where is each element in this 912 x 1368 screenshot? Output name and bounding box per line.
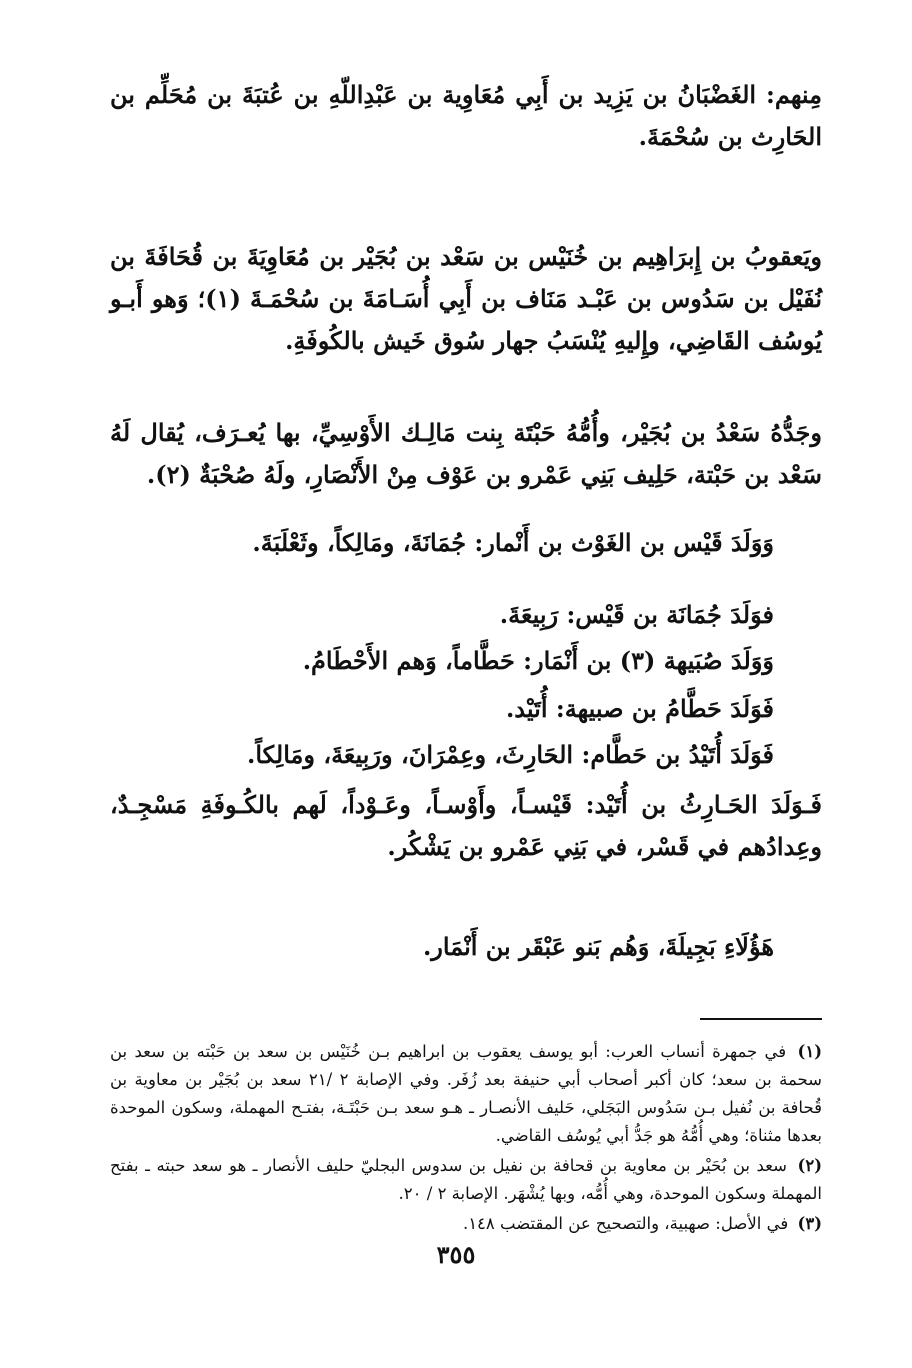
book-page bbox=[110, 60, 822, 1320]
footnote-text: في جمهرة أنساب العرب: أبو يوسف يعقوب بن ابراهيم بـن خُنَيْس بن سعد بن حَبْته بن سعد بن سحمة بن سعد؛ كان أكبر أصحاب أبي حنيفة بعد زُفَر. وفي الإصابة ٢ /٢١ سعد بن بُجَيْر بن معاوية بن قُحافة بن نُفيل بـن سَدُوس البَجَلي، حَليف الأنصـار ـ هـو سعد بـن حَبْتَـة، بفتـح المهملة، وسكون الموحدة بعدها مثناة؛ وهي أُمُّهُ هو جَدُّ أبي يُوسُف القاضي. bbox=[110, 1042, 823, 1145]
line-jumana-children: فوَلَدَ جُمَانَة بن قَيْس: رَبِيعَةَ. bbox=[499, 600, 774, 629]
paragraph-saad: وجَدُّهُ سَعْدُ بن بُجَيْر، وأُمُّهُ حَبْتَة بِنت مَالِـك الأَوْسِيِّ، بها يُعـرَف، يُقال لَهُ سَعْد بن حَبْتة، حَلِيف بَنِي عَمْرو بن عَوْف مِنْ الأَنْصَارِ، ولَهُ صُحْبَةٌ (٢). bbox=[110, 418, 822, 489]
line-qays-children: وَوَلَدَ قَيْس بن الغَوْث بن أَنْمار: جُمَانَةَ، ومَالِكاً، وثَعْلَبَةَ. bbox=[252, 528, 774, 557]
line-hattam-children: فَوَلَدَ حَطَّامُ بن صبيهة: أُتَيْد. bbox=[505, 694, 774, 723]
footnote-number: (١) bbox=[797, 1042, 822, 1061]
footnote-separator bbox=[700, 1018, 822, 1020]
footnote-text: في الأصل: صهبية، والتصحيح عن المقتضب ١٤٨. bbox=[462, 1214, 789, 1233]
footnote-number: (٣) bbox=[797, 1214, 822, 1233]
line-bajila: هَؤُلَاءِ بَجِيلَةَ، وَهُم بَنو عَبْقَر بن أَنْمَار. bbox=[422, 932, 774, 961]
paragraph-ghadban: مِنهم: الغَضْبَانُ بن يَزِيد بن أَبِي مُعَاوِية بن عَبْدِاللّهِ بن عُتبَةَ بن مُحَلِّم بن الحَارِث بن سُحْمَةَ. bbox=[110, 80, 822, 151]
paragraph-yaqub: ويَعقوبُ بن إِبرَاهِيم بن خُنَيْس بن سَعْد بن بُجَيْر بن مُعَاوِيَةَ بن قُحَافَةَ بن نُفَيْل بن سَدُوس بن عَبْـد مَنَاف بن أَبِي أُسَـامَةَ بن سُحْمَـةَ (١)؛ وَهو أَبـو يُوسُف القَاضِي، وإِليهِ يُنْسَبُ جهار سُوق خَيش بالكُوفَةِ. bbox=[110, 242, 822, 355]
footnote-number: (٢) bbox=[797, 1156, 822, 1175]
footnote-1 bbox=[110, 1038, 822, 1150]
footnotes bbox=[110, 1038, 822, 1240]
footnote-3 bbox=[110, 1210, 822, 1238]
footnote-2 bbox=[110, 1152, 822, 1208]
footnote-text: سعد بن بُحَيْر بن معاوية بن قحافة بن نفيل بن سدوس البجليّ حليف الأنصار ـ هو سعد حبته ـ بفتح المهملة وسكون الموحدة، وهي أُمُّه، وبها يُشْهَر. الإصابة ٢ / ٢٠. bbox=[110, 1156, 822, 1203]
paragraph-harith-children: فَـوَلَدَ الحَـارِثُ بن أُتَيْد: قَيْسـاً، وأَوْسـاً، وعَـوْداً، لَهم بالكُـوفَةِ مَسْجِـدٌ، وعِدادُهم في قَسْر، في بَنِي عَمْرو بن يَشْكُر. bbox=[110, 790, 822, 861]
line-subayha-children: وَوَلَدَ صُبَيهة (٣) بن أَنْمَار: حَطَّاماً، وَهم الأَحْطَامُ. bbox=[302, 646, 774, 675]
line-utayd-children: فَوَلَدَ أُتَيْدُ بن حَطَّام: الحَارِثَ، وعِمْرَانَ، ورَبِيعَةَ، ومَالِكاً. bbox=[246, 740, 774, 769]
page-number: ٣٥٥ bbox=[436, 1240, 476, 1269]
